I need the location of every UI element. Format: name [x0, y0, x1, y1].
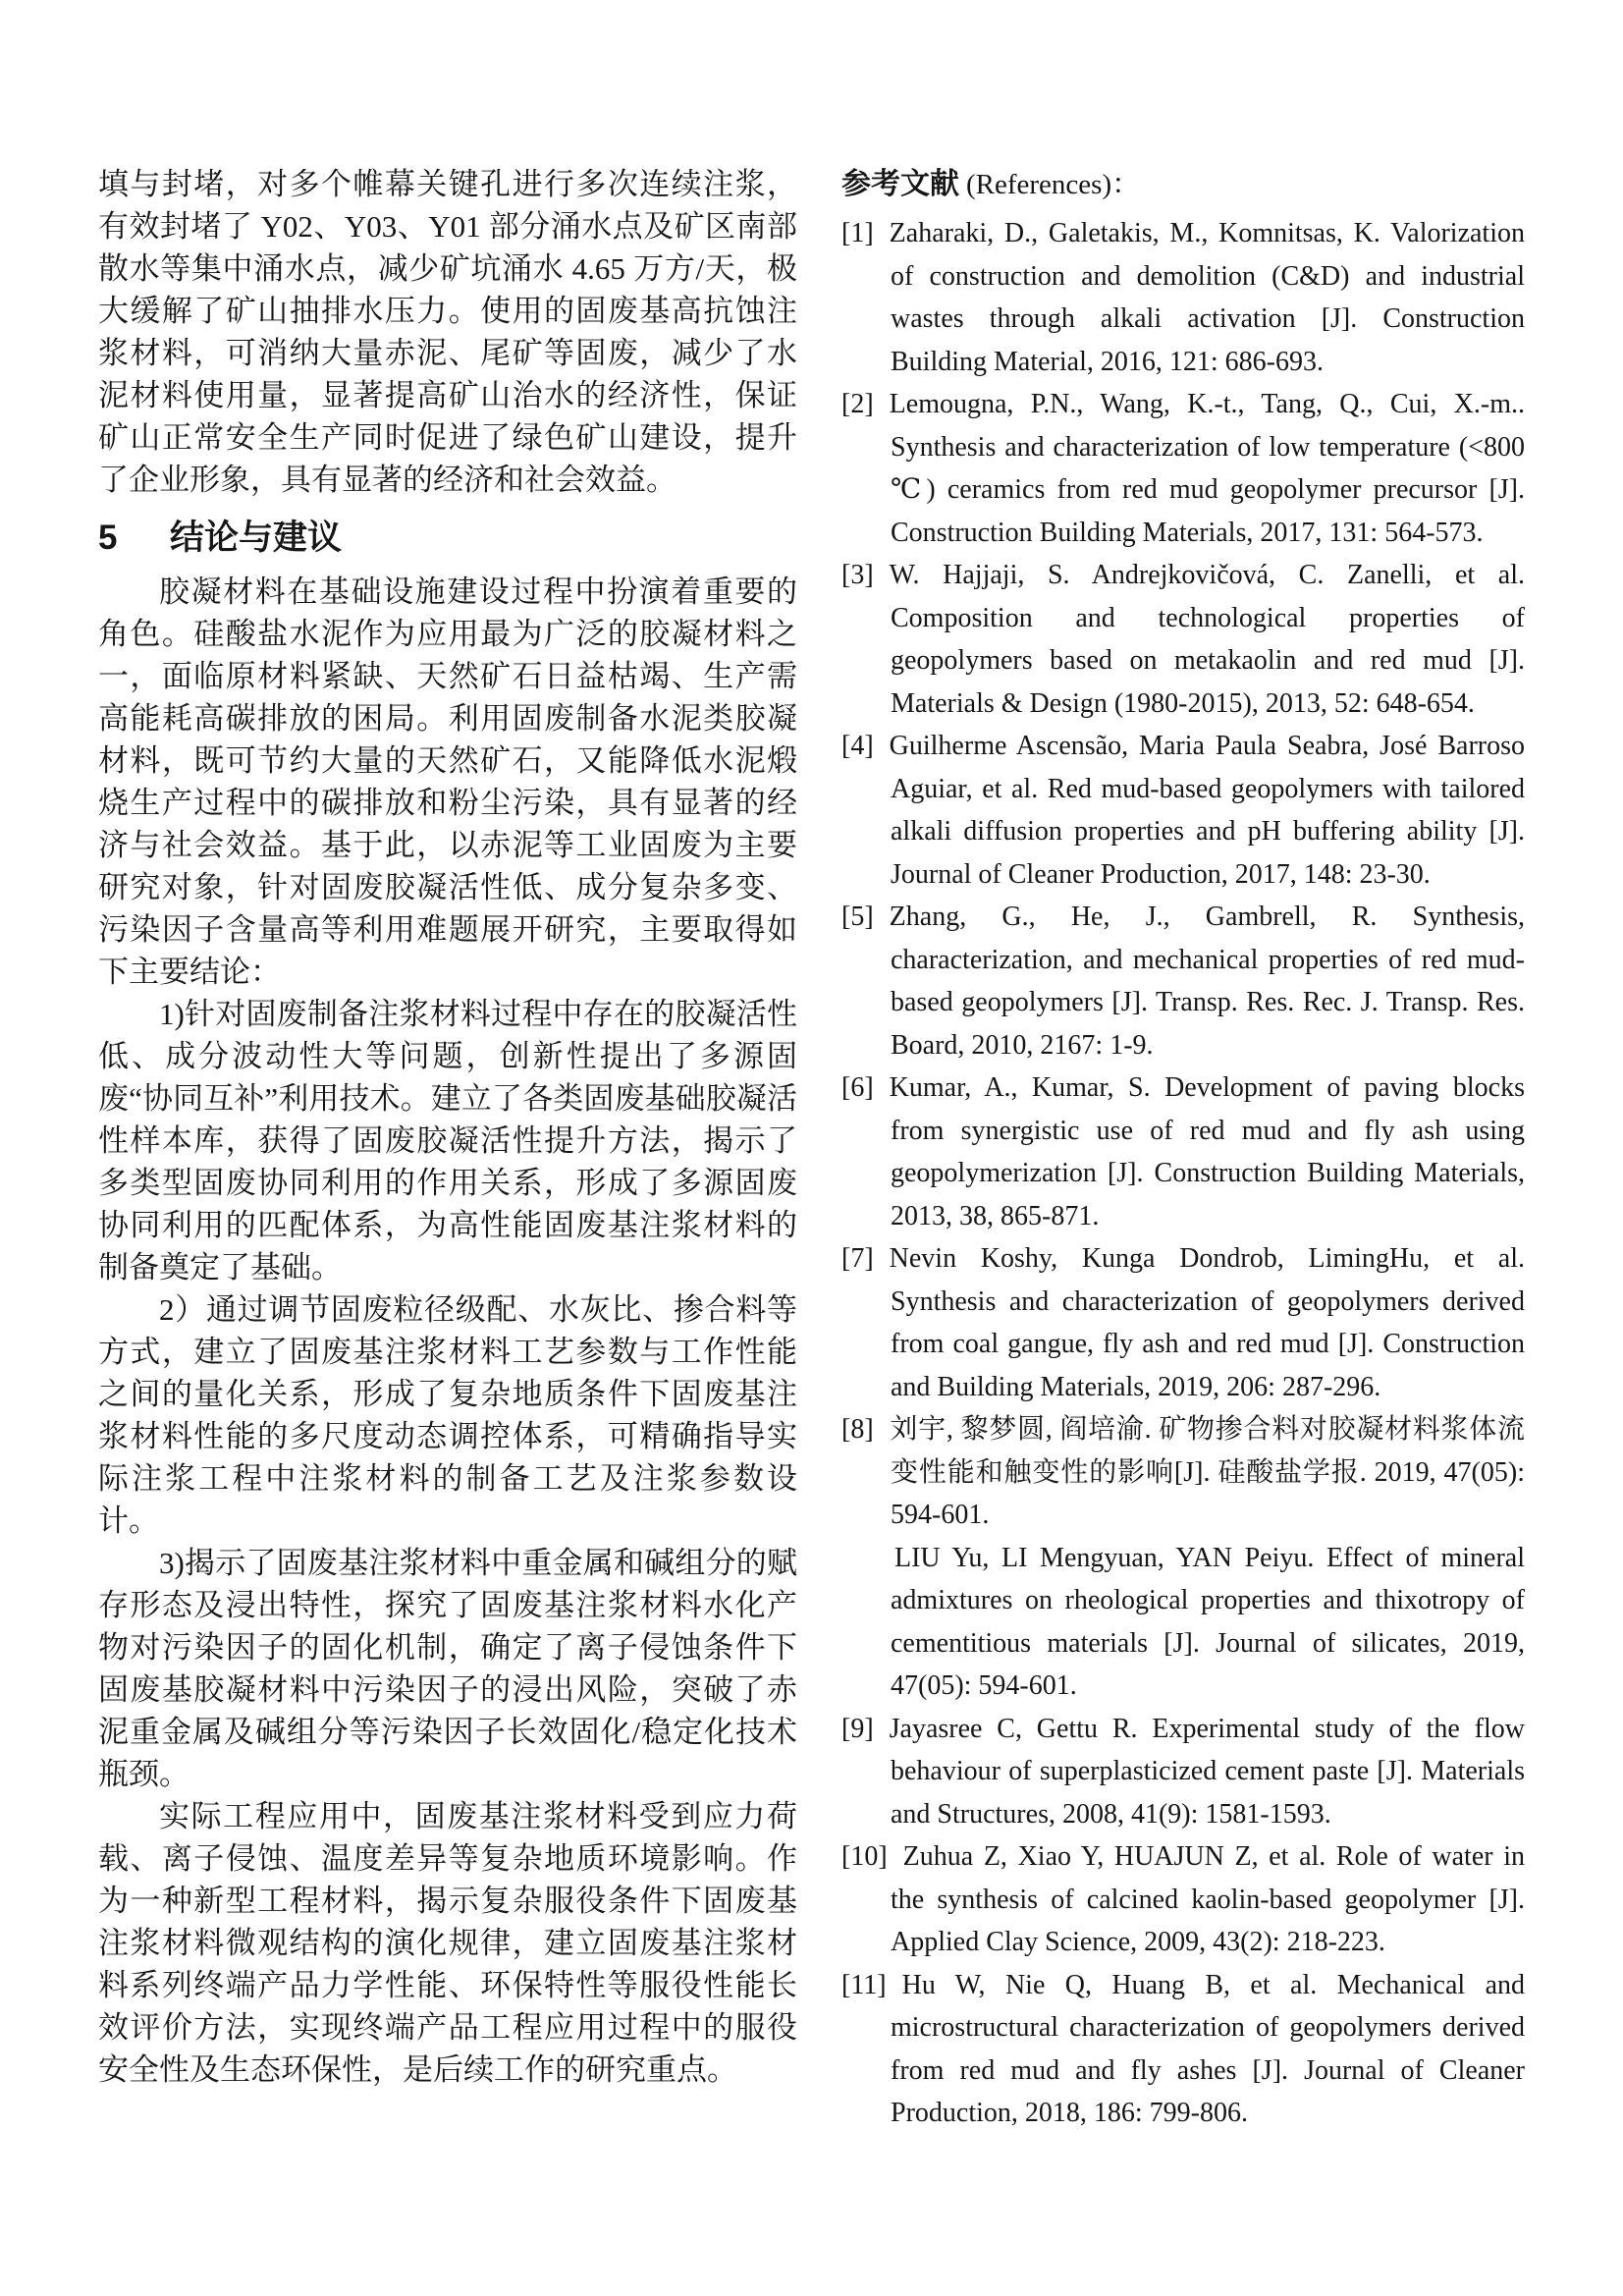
reference-text: W. Hajjaji, S. Andrejkovičová, C. Zanelli, et al. Composition and technological properties of geopolymers based on metakaolin and red mud [J]. Materials & Design (1980-2015), 2013, 52: 648-654.: [889, 560, 1525, 719]
reference-number: [7]: [841, 1243, 874, 1274]
reference-number: [1]: [841, 218, 874, 248]
section-heading: [98, 516, 797, 561]
references-heading-cn: 参考文献: [841, 168, 959, 200]
reference-number: [2]: [841, 389, 874, 419]
reference-number: [3]: [841, 560, 874, 590]
reference-text: Nevin Koshy, Kunga Dondrob, LimingHu, et al. Synthesis and characterization of geopolymers derived from coal gangue, fly ash and red mud [J]. Construction and Building Materials, 2019, 206: 287-296.: [889, 1243, 1525, 1402]
reference-text: 刘宇, 黎梦圆, 阎培渝. 矿物掺合料对胶凝材料浆体流变性能和触变性的影响[J]. 硅酸盐学报. 2019, 47(05): 594-601.: [889, 1414, 1525, 1530]
reference-item-7: [841, 1237, 1525, 1408]
references-column: [841, 163, 1525, 2135]
reference-item-8: [841, 1408, 1525, 1537]
reference-number: [4]: [841, 731, 874, 761]
reference-text: Guilherme Ascensão, Maria Paula Seabra, José Barroso Aguiar, et al. Red mud-based geopolymers with tailored alkali diffusion properties and pH buffering ability [J]. Journal of Cleaner Production, 2017, 148: 23-30.: [889, 731, 1525, 890]
reference-item-8-translation: LIU Yu, LI Mengyuan, YAN Peiyu. Effect of mineral admixtures on rheological properties and thixotropy of cementitious materials [J]. Journal of silicates, 2019, 47(05): 594-601.: [891, 1542, 1525, 1701]
reference-item-5: [841, 896, 1525, 1066]
section-number: 5: [98, 519, 118, 557]
reference-item-11: [841, 1964, 1525, 2135]
reference-item-4: [841, 725, 1525, 896]
references-heading: [841, 163, 1525, 207]
reference-number: [9]: [841, 1713, 874, 1744]
body-paragraph: 3)揭示了固废基注浆材料中重金属和碱组分的赋存形态及浸出特性，探究了固废基注浆材料水化产物对污染因子的固化机制，确定了离子侵蚀条件下固废基胶凝材料中污染因子的浸出风险，突破了赤泥重金属及碱组分等污染因子长效固化/稳定化技术瓶颈。: [98, 1546, 797, 1791]
section-title: 结论与建议: [170, 519, 343, 557]
reference-text: Zuhua Z, Xiao Y, HUAJUN Z, et al. Role of water in the synthesis of calcined kaolin-based geopolymer [J]. Applied Clay Science, 2009, 43(2): 218-223.: [891, 1841, 1525, 1957]
left-column: [98, 163, 797, 2135]
reference-number: [6]: [841, 1072, 874, 1103]
reference-text: Jayasree C, Gettu R. Experimental study of the flow behaviour of superplasticized cement paste [J]. Materials and Structures, 2008, 41(9): 1581-1593.: [889, 1713, 1525, 1830]
reference-item-3: [841, 554, 1525, 725]
reference-text: Hu W, Nie Q, Huang B, et al. Mechanical and microstructural characterization of geopolymers derived from red mud and fly ashes [J]. Journal of Cleaner Production, 2018, 186: 799-806.: [891, 1969, 1525, 2128]
body-paragraph: 胶凝材料在基础设施建设过程中扮演着重要的角色。硅酸盐水泥作为应用最为广泛的胶凝材料之一，面临原材料紧缺、天然矿石日益枯竭、生产需高能耗高碳排放的困局。利用固废制备水泥类胶凝材料，既可节约大量的天然矿石，又能降低水泥煅烧生产过程中的碳排放和粉尘污染，具有显著的经济与社会效益。基于此，以赤泥等工业固废为主要研究对象，针对固废胶凝活性低、成分复杂多变、污染因子含量高等利用难题展开研究，主要取得如下主要结论：: [98, 574, 797, 989]
reference-number: [11]: [841, 1969, 887, 2000]
body-paragraph: 1)针对固废制备注浆材料过程中存在的胶凝活性低、成分波动性大等问题，创新性提出了多源固废“协同互补”利用技术。建立了各类固废基础胶凝活性样本库，获得了固废胶凝活性提升方法，揭示了多类型固废协同利用的作用关系，形成了多源固废协同利用的匹配体系，为高性能固废基注浆材料的制备奠定了基础。: [98, 997, 797, 1285]
body-paragraph: 2）通过调节固废粒径级配、水灰比、掺合料等方式，建立了固废基注浆材料工艺参数与工作性能之间的量化关系，形成了复杂地质条件下固废基注浆材料性能的多尺度动态调控体系，可精确指导实际注浆工程中注浆材料的制备工艺及注浆参数设计。: [98, 1292, 797, 1538]
reference-number: [5]: [841, 902, 874, 932]
reference-item-9: [841, 1708, 1525, 1836]
reference-text: Zaharaki, D., Galetakis, M., Komnitsas, K. Valorization of construction and demolition (C&D) and industrial wastes through alkali activation [J]. Construction Building Material, 2016, 121: 686-693.: [889, 218, 1525, 377]
reference-number: [10]: [841, 1841, 888, 1872]
reference-item-6: [841, 1066, 1525, 1237]
two-column-layout: [98, 163, 1525, 2135]
reference-number: [8]: [841, 1414, 874, 1445]
body-paragraph: 实际工程应用中，固废基注浆材料受到应力荷载、离子侵蚀、温度差异等复杂地质环境影响。作为一种新型工程材料，揭示复杂服役条件下固废基注浆材料微观结构的演化规律，建立固废基注浆材料系列终端产品力学性能、环保特性等服役性能长效评价方法，实现终端产品工程应用过程中的服役安全性及生态环保性，是后续工作的研究重点。: [98, 1799, 797, 2087]
reference-text: Kumar, A., Kumar, S. Development of paving blocks from synergistic use of red mud and fly ash using geopolymerization [J]. Construction Building Materials, 2013, 38, 865-871.: [889, 1072, 1525, 1231]
body-paragraph-continuation: 填与封堵，对多个帷幕关键孔进行多次连续注浆，有效封堵了 Y02、Y03、Y01 部分涌水点及矿区南部散水等集中涌水点，减少矿坑涌水 4.65 万方/天，极大缓解了矿山抽排水压力。使用的固废基高抗蚀注浆材料，可消纳大量赤泥、尾矿等固废，减少了水泥材料使用量，显著提高矿山治水的经济性，保证矿山正常安全生产同时促进了绿色矿山建设，提升了企业形象，具有显著的经济和社会效益。: [98, 167, 797, 497]
reference-item-2: [841, 383, 1525, 554]
references-heading-en: (References)：: [966, 169, 1141, 200]
reference-text: Lemougna, P.N., Wang, K.-t., Tang, Q., Cui, X.-m.. Synthesis and characterization of low temperature (<800 ℃) ceramics from red mud geopolymer precursor [J]. Construction Building Materials, 2017, 131: 564-573.: [889, 389, 1525, 548]
reference-text: Zhang, G., He, J., Gambrell, R. Synthesis, characterization, and mechanical properties of red mud-based geopolymers [J]. Transp. Res. Rec. J. Transp. Res. Board, 2010, 2167: 1-9.: [889, 902, 1525, 1061]
reference-item-1: [841, 212, 1525, 383]
reference-item-10: [841, 1835, 1525, 1964]
